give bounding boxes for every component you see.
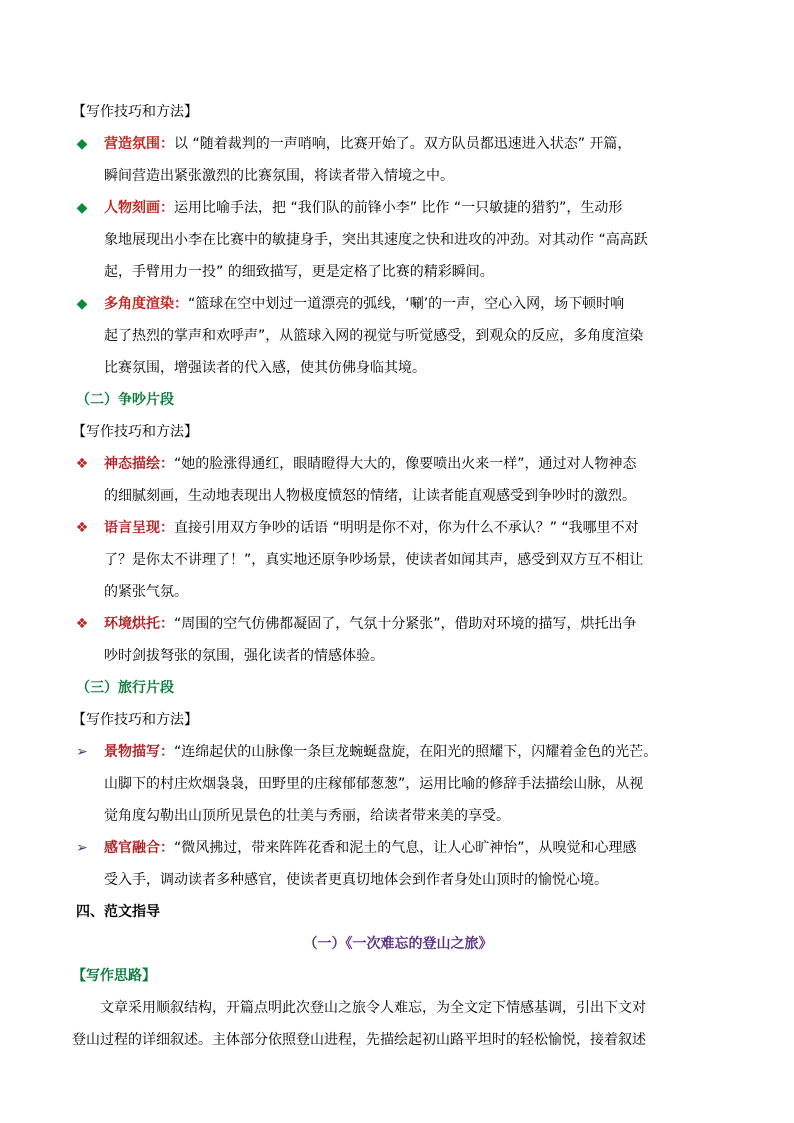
item-text-cont: 瞬间营造出紧张激烈的比赛氛围，将读者带入情境之中。 [104,168,454,184]
diamond-bullet-icon: ◆ [76,296,88,312]
list-item [72,512,724,544]
diamond-bullet-icon: ◆ [76,200,88,216]
paragraph-line: 文章采用顺叙结构，开篇点明此次登山之旅令人难忘，为全文定下情感基调，引出下文对 [100,1000,646,1016]
item-text-cont: 觉角度勾勒出山顶所见景色的壮美与秀丽，给读者带来美的享受。 [104,808,510,824]
item-text-cont: 起了热烈的掌声和欢呼声”，从篮球入网的视觉与听觉感受，到观众的反应，多角度渲染 [104,328,644,344]
cross-bullet-icon: ❖ [75,456,89,472]
item-text-cont: 比赛氛围，增强读者的代入感，使其仿佛身临其境。 [104,360,426,376]
writing-idea-label: 【写作思路】 [72,968,156,984]
item-text-cont: 起，手臂用力一投” 的细致描写，更是定格了比赛的精彩瞬间。 [104,264,494,280]
essay-title: （一）《一次难忘的登山之旅》 [303,936,493,952]
item-text: “连绵起伏的山脉像一条巨龙蜿蜒盘旋，在阳光的照耀下，闪耀着金色的光芒。 [174,744,658,760]
item-text: “篮球在空中划过一道漂亮的弧线，‘唰’的一声，空心入网，场下顿时响 [188,296,625,312]
item-text: “微风拂过，带来阵阵花香和泥土的气息，让人心旷神怡”，从嗅觉和心理感 [174,840,637,856]
arrow-bullet-icon: ➢ [76,840,88,856]
item-label: 营造氛围： [104,136,174,152]
subsection-title: （三）旅行片段 [76,680,174,696]
cross-bullet-icon: ❖ [75,616,89,632]
list-item [72,192,724,224]
item-text: 运用比喻手法，把 “我们队的前锋小李” 比作 “一只敏捷的猎豹”，生动形 [174,200,623,216]
item-text: 直接引用双方争吵的话语 “明明是你不对，你为什么不承认？” “我哪里不对 [174,520,639,536]
item-text-cont: 吵时剑拔弩张的氛围，强化读者的情感体验。 [104,648,384,664]
item-label: 人物刻画： [104,200,174,216]
list-item [72,608,724,640]
item-text-cont: 了？是你太不讲理了！”，真实地还原争吵场景，使读者如闻其声，感受到双方互不相让 [104,552,644,568]
item-label: 语言呈现： [104,520,174,536]
list-item [72,832,724,864]
list-item [72,736,724,768]
document-body [72,96,724,1056]
arrow-bullet-icon: ➢ [76,744,88,760]
item-text-cont: 山脚下的村庄炊烟袅袅，田野里的庄稼郁郁葱葱”，运用比喻的修辞手法描绘山脉，从视 [104,776,644,792]
paragraph-line: 登山过程的详细叙述。主体部分依照登山进程，先描绘起初山路平坦时的轻松愉悦，接着叙述 [72,1032,646,1048]
item-text: “周围的空气仿佛都凝固了，气氛十分紧张”，借助对环境的描写，烘托出争 [174,616,637,632]
section-heading: 【写作技巧和方法】 [72,424,198,440]
section-heading: 【写作技巧和方法】 [72,104,198,120]
item-text: 以 “随着裁判的一声哨响，比赛开始了。双方队员都迅速进入状态” 开篇， [174,136,632,152]
item-text-cont: 的紧张气氛。 [104,584,188,600]
section-heading: 【写作技巧和方法】 [72,712,198,728]
section-title: 四、范文指导 [76,904,160,920]
item-text-cont: 受入手，调动读者多种感官，使读者更真切地体会到作者身处山顶时的愉悦心境。 [104,872,608,888]
item-text-cont: 象地展现出小李在比赛中的敏捷身手，突出其速度之快和进攻的冲劲。对其动作 “高高跃 [104,232,648,248]
item-text-cont: 的细腻刻画，生动地表现出人物极度愤怒的情绪，让读者能直观感受到争吵时的激烈。 [104,488,636,504]
item-label: 环境烘托： [104,616,174,632]
list-item [72,128,724,160]
list-item [72,448,724,480]
item-label: 多角度渲染： [104,296,188,312]
item-text: “她的脸涨得通红，眼睛瞪得大大的，像要喷出火来一样”，通过对人物神态 [174,456,637,472]
list-item [72,288,724,320]
diamond-bullet-icon: ◆ [76,136,88,152]
subsection-title: （二）争吵片段 [76,392,174,408]
cross-bullet-icon: ❖ [75,520,89,536]
item-label: 景物描写： [104,744,174,760]
item-label: 感官融合： [104,840,174,856]
item-label: 神态描绘： [104,456,174,472]
